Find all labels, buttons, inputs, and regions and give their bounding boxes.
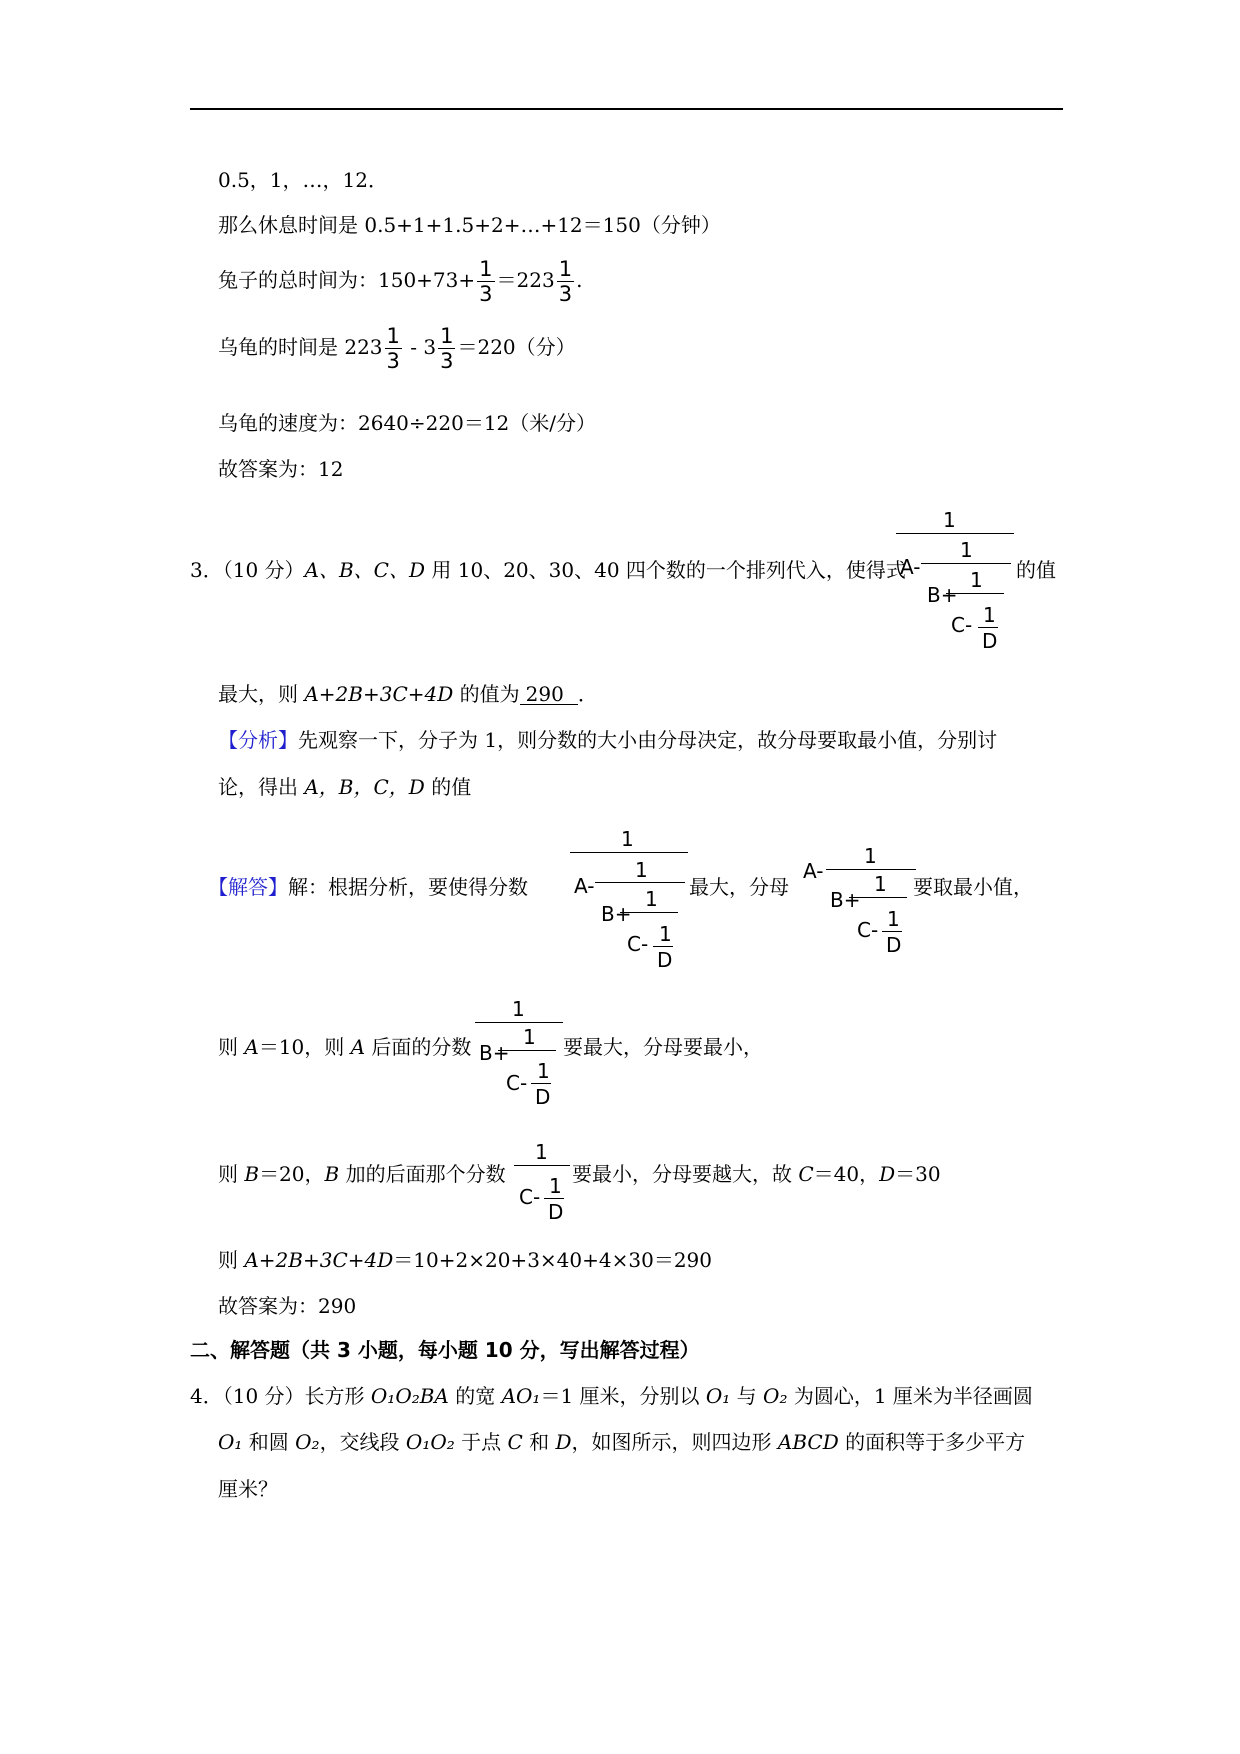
text: 和圆 (242, 1430, 296, 1454)
fraction-bar (653, 946, 673, 947)
text: 则 (218, 1162, 245, 1186)
variables: A、B、C、D (304, 558, 426, 582)
numerator: 1 (537, 1059, 550, 1083)
question-number: 4． (190, 1384, 223, 1408)
text: ＝223 (496, 268, 555, 293)
section-heading: 二、解答题（共 3 小题，每小题 10 分，写出解答过程） (190, 1338, 700, 1362)
fraction-bar (946, 593, 1004, 594)
term: B+ (927, 583, 958, 607)
question-4-line-2 (218, 1432, 1025, 1452)
variable: ABCD (777, 1430, 839, 1454)
text: 要最小，分母要越大，故 (572, 1162, 799, 1186)
text: ＝40， (813, 1162, 880, 1186)
numerator: 1 (943, 508, 956, 532)
numerator: 1 (983, 603, 996, 627)
question-number: 3． (190, 558, 223, 582)
variable: B (244, 1162, 260, 1186)
text: ＝30 (895, 1162, 941, 1186)
variable: O₂ (763, 1384, 788, 1408)
numerator: 1 (549, 1174, 562, 1198)
text: 与 (730, 1384, 764, 1408)
term: C- (506, 1071, 528, 1095)
variable: A (350, 1035, 366, 1059)
variables: A，B，C，D (304, 775, 425, 799)
numerator: 1 (874, 872, 887, 896)
analysis-tag: 【分析】 (218, 728, 298, 752)
question-3-line-2 (218, 684, 598, 705)
variable: C (507, 1430, 523, 1454)
text: ＝1 厘米，分别以 (540, 1384, 706, 1408)
variable: O₁ (218, 1430, 243, 1454)
question-3-line (190, 560, 906, 580)
text: 为圆心，1 厘米为半径画圆 (787, 1384, 1033, 1408)
variable: B (324, 1162, 340, 1186)
fraction (385, 325, 402, 372)
text: 用 10、20、30、40 四个数的一个排列代入，使得式 (425, 558, 906, 582)
text-line: 那么休息时间是 0.5+1+1.5+2+…+12＝150（分钟） (218, 213, 721, 237)
text: 加的后面那个分数 (339, 1162, 506, 1186)
solution-step (218, 1164, 506, 1184)
solution-line (208, 877, 528, 897)
denominator: D (657, 948, 673, 972)
variable: O₁O₂BA (370, 1384, 449, 1408)
numerator: 1 (558, 257, 573, 281)
text: 的值为 (453, 682, 520, 706)
text: 的宽 (448, 1384, 502, 1408)
numerator: 1 (512, 997, 525, 1021)
fraction (477, 258, 494, 305)
fraction-bar (531, 1083, 551, 1084)
variable: D (879, 1162, 896, 1186)
numerator: 1 (635, 858, 648, 882)
text: 最大，则 (218, 682, 305, 706)
text: 则 (218, 1035, 245, 1059)
solution-step (218, 1250, 712, 1270)
variable: A (244, 1035, 259, 1059)
term: C- (519, 1185, 541, 1209)
text: （10 分）长方形 (222, 1384, 371, 1408)
variable: O₁O₂ (405, 1430, 455, 1454)
text: 要最大，分母要最小， (563, 1035, 763, 1059)
text: 后面的分数 (365, 1035, 472, 1059)
solution-tag: 【解答】 (208, 875, 288, 899)
text: 的值 (424, 775, 472, 799)
denominator: 3 (558, 282, 573, 307)
fraction-bar (514, 1165, 570, 1166)
text: 先观察一下，分子为 1，则分数的大小由分母决定，故分母要取最小值，分别讨 (298, 728, 998, 752)
answer-blank: 290 (520, 684, 578, 705)
fraction-bar (882, 931, 902, 932)
numerator: 1 (440, 324, 454, 348)
text: ，如图所示，则四边形 (571, 1430, 778, 1454)
fraction-bar (921, 563, 1011, 564)
numerator: 1 (645, 887, 658, 911)
fraction-bar (498, 1050, 556, 1051)
term: C- (951, 613, 973, 637)
numerator: 1 (970, 568, 983, 592)
text: - 3 (403, 335, 437, 360)
solution-answer: 故答案为：290 (218, 1294, 357, 1318)
text: 于点 (454, 1430, 508, 1454)
variable: AO₁ (501, 1384, 541, 1408)
numerator: 1 (535, 1140, 548, 1164)
text-line: 乌龟的速度为：2640÷220＝12（米/分） (218, 411, 597, 435)
denominator: 3 (386, 349, 400, 374)
text: 解：根据分析，要使得分数 (288, 875, 528, 899)
text: 兔子的总时间为：150+73+ (218, 268, 476, 293)
numerator: 1 (479, 257, 493, 281)
text-line (218, 325, 576, 372)
denominator: D (982, 629, 998, 653)
text: . (576, 268, 583, 293)
text: ，交线段 (319, 1430, 406, 1454)
analysis-line (218, 730, 997, 750)
numerator: 1 (864, 844, 877, 868)
text: 要取最小值， (913, 875, 1033, 899)
text: 则 (218, 1248, 245, 1272)
fraction-bar (896, 533, 1014, 534)
numerator: 1 (887, 907, 900, 931)
numerator: 1 (523, 1025, 536, 1049)
numerator: 1 (960, 538, 973, 562)
question-4-line (190, 1386, 1033, 1406)
term: A- (574, 874, 595, 898)
variable: C (798, 1162, 814, 1186)
numerator: 1 (386, 324, 400, 348)
term: C- (627, 932, 649, 956)
term: A- (900, 555, 921, 579)
variable: O₂ (295, 1430, 320, 1454)
text-line (218, 258, 582, 305)
text: 论，得出 (218, 775, 305, 799)
expression: A+2B+3C+4D (244, 1248, 394, 1272)
term: B+ (601, 902, 632, 926)
fraction (557, 258, 574, 305)
text: 的面积等于多少平方 (838, 1430, 1026, 1454)
variable: D (555, 1430, 572, 1454)
term: B+ (830, 888, 861, 912)
solution-step (218, 1037, 471, 1057)
fraction-bar (544, 1198, 564, 1199)
denominator: D (886, 933, 902, 957)
denominator: D (548, 1200, 564, 1224)
fraction-bar (570, 852, 688, 853)
score: （10 分） (222, 558, 305, 582)
fraction-bar (978, 627, 998, 628)
text: 乌龟的时间是 223 (218, 335, 383, 360)
text: 最大，分母 (689, 875, 789, 899)
solution-step-tail (572, 1164, 941, 1184)
term: C- (857, 918, 879, 942)
variable: O₁ (705, 1384, 731, 1408)
denominator: 3 (440, 349, 454, 374)
numerator: 1 (621, 827, 634, 851)
expression: A+2B+3C+4D (304, 682, 454, 706)
fraction-bar (620, 912, 678, 913)
fraction (438, 325, 455, 372)
header-rule (190, 108, 1063, 110)
text: 和 (522, 1430, 556, 1454)
text: ． (577, 682, 598, 706)
text-line: 0.5，1，…，12． (218, 168, 388, 192)
term: A- (803, 859, 824, 883)
fraction-bar (849, 897, 907, 898)
text: ＝220（分） (457, 335, 576, 360)
fraction-bar (595, 882, 685, 883)
text: ＝10，则 (258, 1035, 351, 1059)
text-line: 故答案为：12 (218, 457, 344, 481)
numerator: 1 (659, 922, 672, 946)
denominator: 3 (479, 282, 493, 307)
text: ＝10+2×20+3×40+4×30＝290 (393, 1248, 712, 1272)
fraction-bar (826, 869, 916, 870)
analysis-line-2 (218, 777, 471, 797)
denominator: D (535, 1085, 551, 1109)
term: B+ (479, 1041, 510, 1065)
text: ＝20， (259, 1162, 325, 1186)
question-4-line-3: 厘米？ (218, 1477, 278, 1501)
fraction-bar (475, 1022, 563, 1023)
text: 的值 (1016, 558, 1056, 582)
